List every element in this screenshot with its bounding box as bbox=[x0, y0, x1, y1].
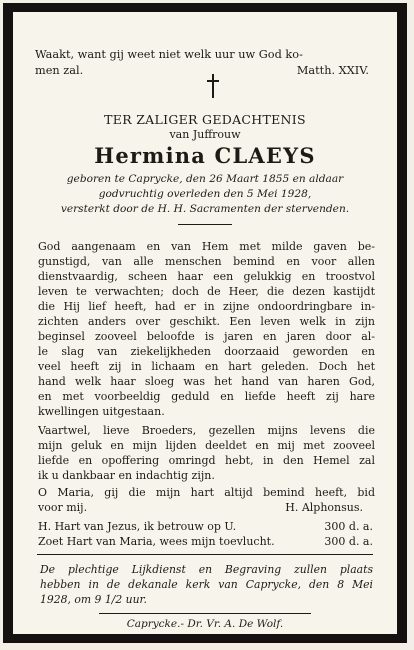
funeral-line: De plechtige Lijkdienst en Begraving zullen plaats bbox=[40, 563, 373, 576]
printer-credit: Caprycke.- Dr. Vr. A. De Wolf. bbox=[126, 618, 284, 630]
memorial-card bbox=[3, 3, 407, 643]
prayer-line: H. Hart van Jezus, ik betrouw op U. bbox=[38, 520, 237, 533]
heading-subtitle: van Juffrouw bbox=[169, 128, 241, 141]
divider bbox=[37, 554, 373, 555]
divider bbox=[99, 613, 311, 614]
card-paper bbox=[13, 12, 397, 634]
prayer-indulgence: 300 d. a. bbox=[324, 535, 373, 548]
deceased-name: Hermina CLAEYS bbox=[94, 143, 316, 168]
heading-title: TER ZALIGER GEDACHTENIS bbox=[104, 112, 306, 127]
paragraph-line: en met voorbeeldig geduld en liefde heeft zij hare bbox=[38, 390, 375, 403]
paragraph-line: gunstigd, van alle menschen bemind en voor allen bbox=[38, 255, 375, 268]
paragraph-line: kwellingen uitgestaan. bbox=[38, 405, 165, 418]
prayer-line: Zoet Hart van Maria, wees mijn toevlucht. bbox=[38, 535, 275, 548]
paragraph-line: le slag van ziekelijkheden doorzaaid geworden en bbox=[38, 345, 375, 358]
biography-line: godvruchtig overleden den 5 Mei 1928, bbox=[98, 188, 312, 200]
funeral-line: 1928, om 9 1/2 uur. bbox=[40, 593, 147, 606]
motto-line-1: Waakt, want gij weet niet welk uur uw God ko- bbox=[35, 48, 303, 61]
paragraph-line: liefde en opoffering omringd hebt, in den Hemel zal bbox=[38, 454, 375, 467]
paragraph-line: God aangenaam en van Hem met milde gaven be- bbox=[38, 240, 375, 253]
funeral-line: hebben in de dekanale kerk van Caprycke, den 8 Mei bbox=[40, 578, 373, 591]
biography-line: versterkt door de H. H. Sacramenten der stervenden. bbox=[60, 203, 350, 215]
paragraph-line: Vaartwel, lieve Broeders, gezellen mijns levens die bbox=[38, 424, 375, 437]
paragraph-line: hand welk haar sloeg was het hand van haren God, bbox=[38, 375, 375, 388]
motto-reference: Matth. XXIV. bbox=[296, 64, 369, 77]
motto-line-2: men zal. bbox=[35, 64, 84, 77]
paragraph-line: O Maria, gij die mijn hart altijd bemind heeft, bid bbox=[38, 486, 375, 499]
cross-icon bbox=[206, 74, 220, 98]
paragraph-line: leven te verwachten; doch de Heer, die dezen kastijdt bbox=[38, 285, 375, 298]
paragraph-line: dienstvaardig, scheen haar een gelukkig en troostvol bbox=[38, 270, 375, 283]
paragraph-line: mijn geluk en mijn lijden deeldet en mij met zooveel bbox=[38, 439, 375, 452]
paragraph-line: die Hij lief heeft, had er in zijne ondoordringbare in- bbox=[38, 300, 375, 313]
biography-line: geboren te Caprycke, den 26 Maart 1855 en aldaar bbox=[66, 173, 344, 185]
divider bbox=[178, 224, 232, 225]
paragraph-line: voor mij. bbox=[38, 501, 88, 514]
paragraph-line: beginsel zooveel beloofde is jaren en jaren door al- bbox=[38, 330, 375, 343]
prayer-indulgence: 300 d. a. bbox=[324, 520, 373, 533]
paragraph-line: zichten anders over geschikt. Een leven welk in zijn bbox=[38, 315, 375, 328]
quote-attribution: H. Alphonsus. bbox=[285, 501, 363, 514]
paragraph-line: veel heeft zij in lichaam en hart geleden. Doch het bbox=[38, 360, 375, 373]
paragraph-line: ik u dankbaar en indachtig zijn. bbox=[38, 469, 215, 482]
